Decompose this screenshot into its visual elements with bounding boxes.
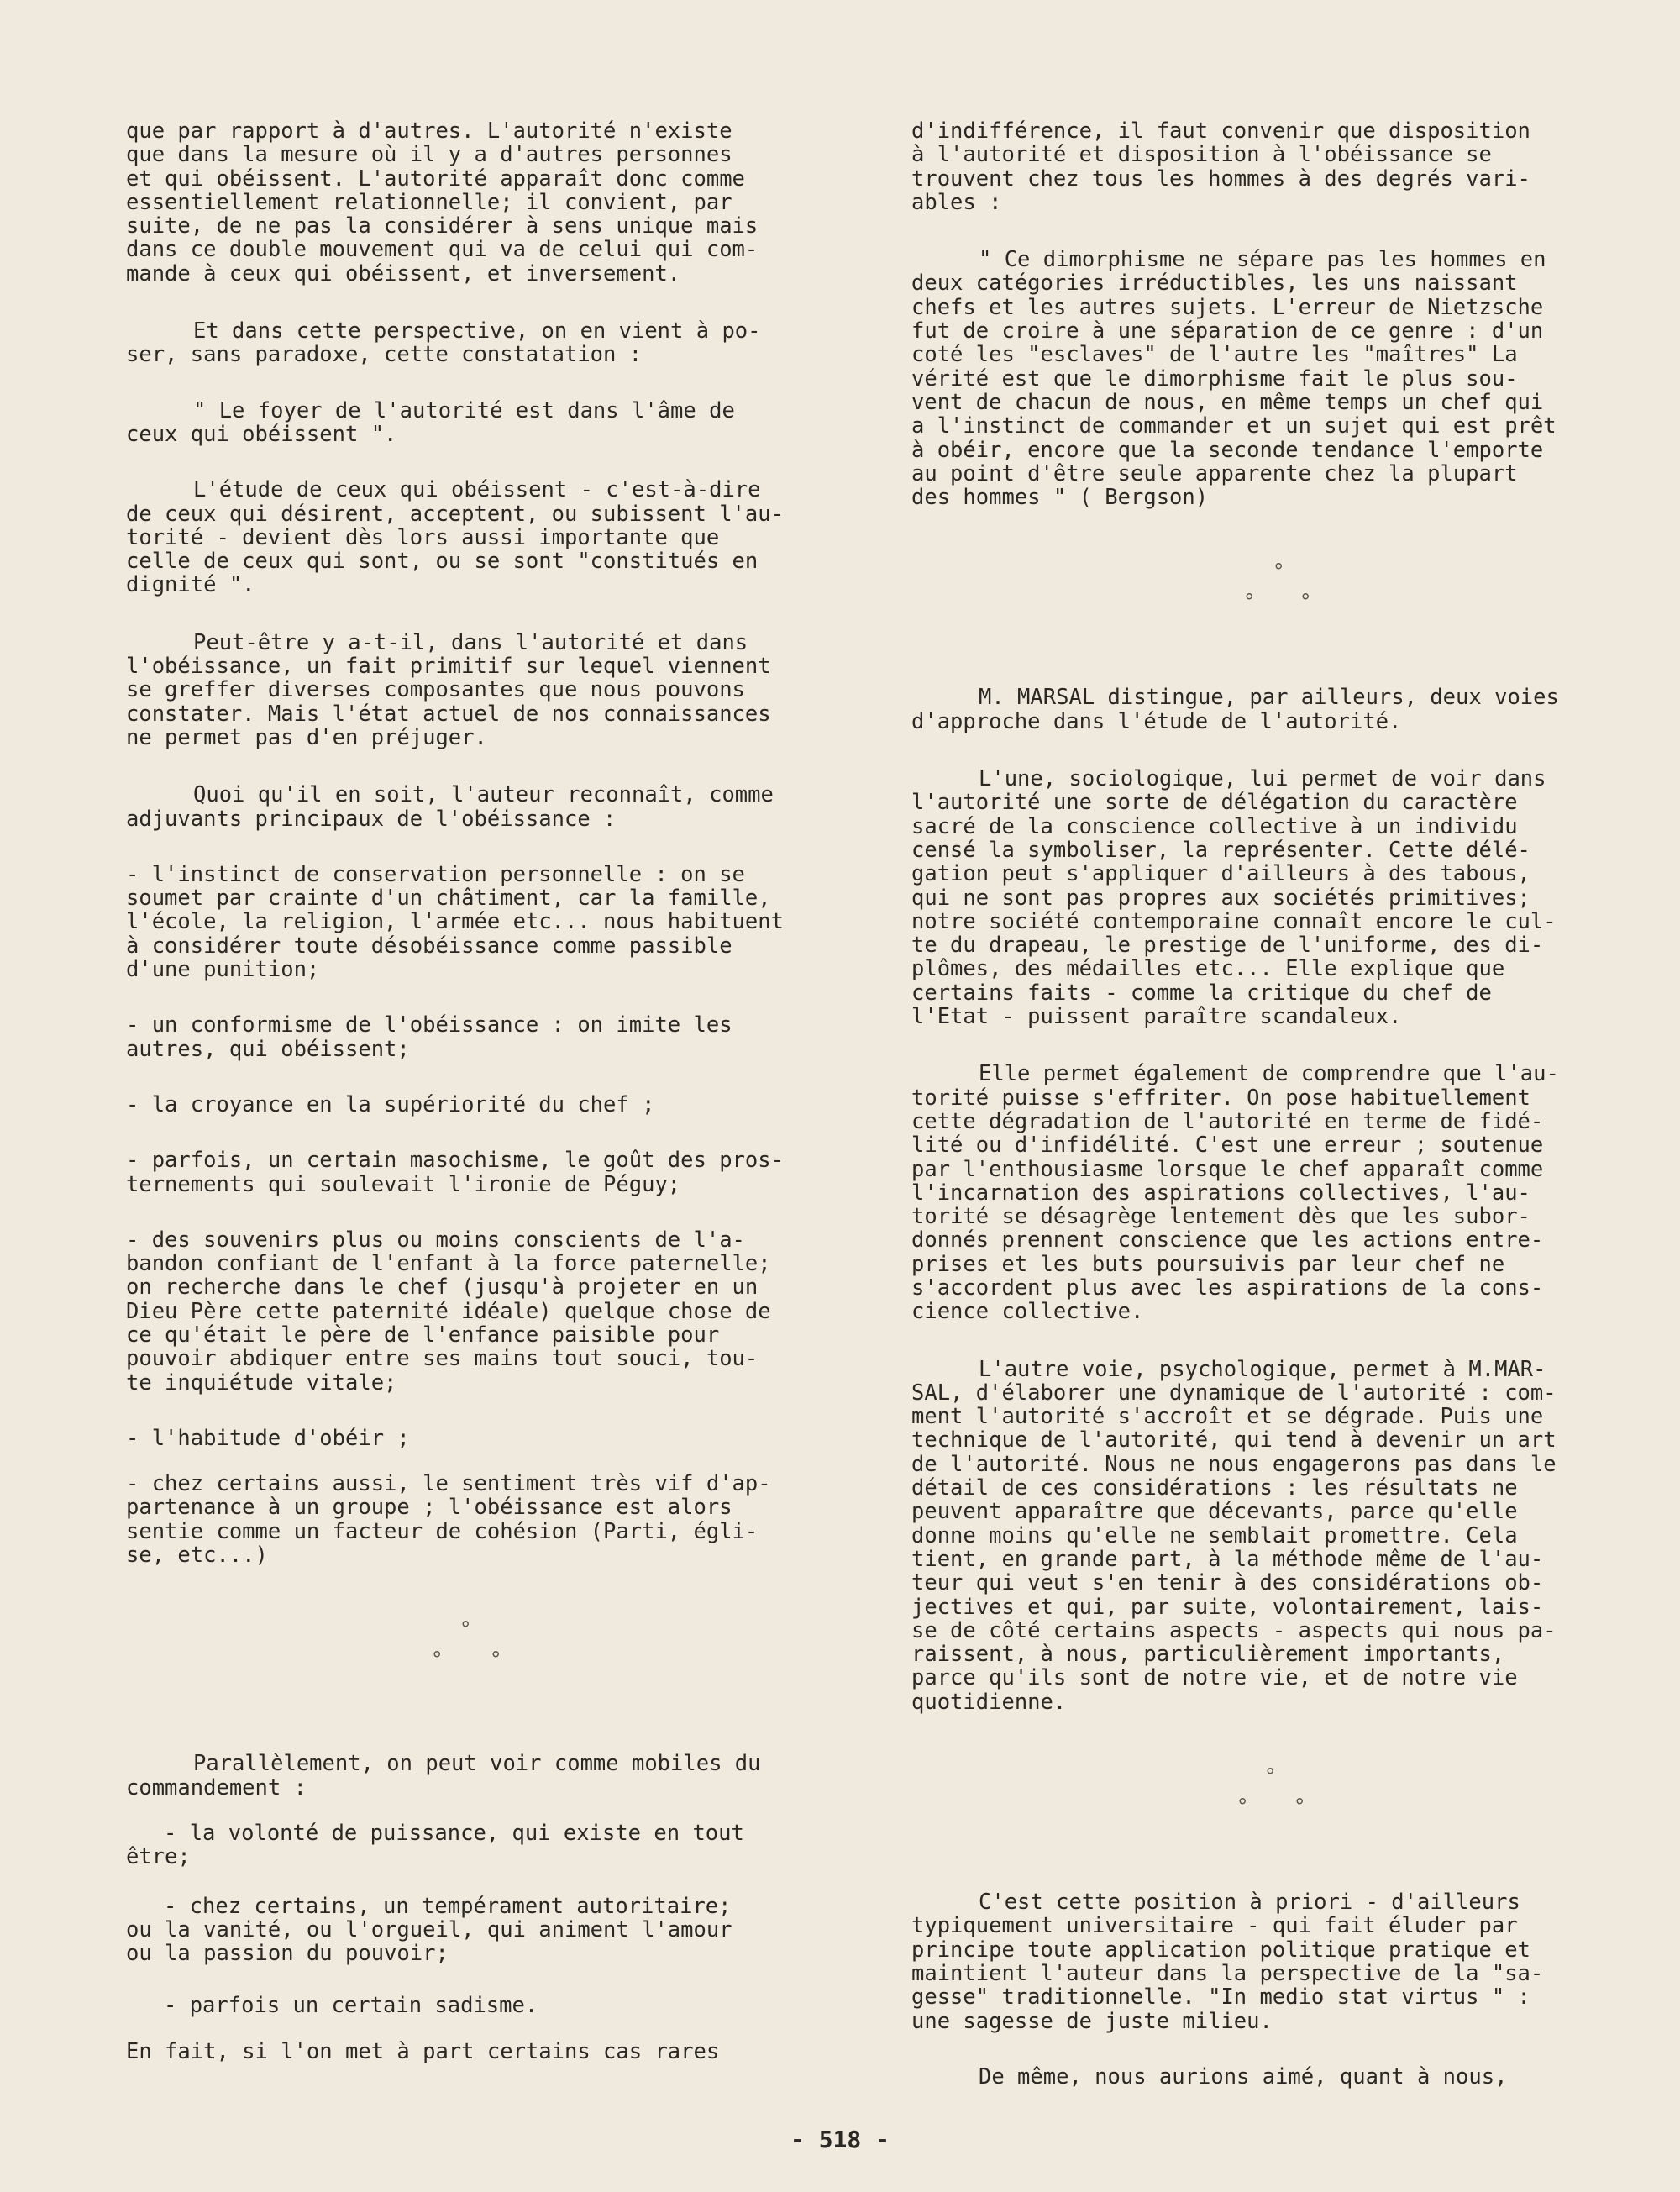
left-column [126,119,848,2097]
list-item: - l'habitude d'obéir ; [126,1425,410,1451]
list-item: - la croyance en la supériorité du chef ; [126,1091,655,1117]
separator-mark: ° [490,1648,502,1672]
list-item: - parfois un certain sadisme. [164,1993,538,2019]
list-item: - un conformisme de l'obéissance : on imite les autres, qui obéissent; [126,1012,732,1062]
paragraph: De même, nous aurions aimé, quant à nous, [979,2063,1508,2089]
paragraph: que par rapport à d'autres. L'autorité n'existe que dans la mesure où il y a d'autres personnes et qui obéissent. L'autorité apparaît donc comme essentiellement relationnelle; il convient, par suite, de ne pas la considérer à sens unique mais dans ce double mouvement qui va de celui qui com- mande à ceux qui obéissent, et inversement. [126,118,759,286]
separator-mark: ° [1273,560,1285,584]
paragraph: L'autre voie, psychologique, permet à M.MAR- SAL, d'élaborer une dynamique de l'autorité : com- ment l'autorité s'accroît et se dégrade. Puis une technique de l'autorité, qui tend à devenir un art de l'autorité. Nous ne nous engagerons pas dans le détail de ces considérations : les résultats ne peuvent apparaître que décevants, parce qu'elle donne moins qu'elle ne semblait promettre. Cela tient, en grande part, à la méthode même de l'au- teur qui veut s'en tenir à des considérations ob- jectives et qui, par suite, volontairement, lais- se de côté certains aspects - aspects qui nous pa- raissent, à nous, particulièrement importants, parce qu'ils sont de notre vie, et de notre vie quotidienne. [911,1356,1557,1715]
page-number: - 518 - [790,2126,890,2153]
paragraph: d'indifférence, il faut convenir que disposition à l'autorité et disposition à l'obéissance se trouvent chez tous les hommes à des degrés vari- ables : [911,118,1530,215]
quotation: " Ce dimorphisme ne sépare pas les hommes en deux catégories irréductibles, les uns naissant chefs et les autres sujets. L'erreur de Nietzsche fut de croire à une séparation de ce genre : d'un coté les "esclaves" de l'autre les "maîtres" La vérité est que le dimorphisme fait le plus sou- vent de chacun de nous, en même temps un chef qui a l'instinct de commander et un sujet qui est prêt à obéir, encore que la seconde tendance l'emporte au point d'être seule apparente chez la plupart des hommes " ( Bergson) [911,247,1557,511]
list-item: - chez certains aussi, le sentiment très vif d'ap- partenance à un groupe ; l'obéissance est alors sentie comme un facteur de cohésion (Parti, égli- se, etc...) [126,1471,771,1569]
list-item: - l'instinct de conservation personnelle : on se soumet par crainte d'un châtiment, car la famille, l'école, la religion, l'armée etc... nous habituent à considérer toute désobéissance comme passible d'une punition; [126,861,784,983]
right-column [911,119,1634,2122]
separator-mark: ° [1299,590,1312,614]
quotation: " Le foyer de l'autorité est dans l'âme de ceux qui obéissent ". [126,397,735,447]
paragraph: L'étude de ceux qui obéissent - c'est-à-dire de ceux qui désirent, acceptent, ou subissent l'au- torité - devient dès lors aussi importante que celle de ceux qui sont, ou se sont "constitués en dignité ". [126,477,784,598]
separator-mark: ° [1236,1795,1249,1819]
paragraph: En fait, si l'on met à part certains cas rares [126,2038,720,2064]
paragraph: Et dans cette perspective, on en vient à po- ser, sans paradoxe, cette constatation : [126,318,761,368]
list-item: - des souvenirs plus ou moins conscients de l'a- bandon confiant de l'enfant à la force paternelle; on recherche dans le chef (jusqu'à projeter en un Dieu Père cette paternité idéale) quelque chose de ce qu'était le père de l'enfance paisible pour pouvoir abdiquer entre ses mains tout souci, tou- te inquiétude vitale; [126,1227,771,1396]
section-separator [126,1617,848,1701]
section-separator [911,1764,1634,1832]
section-separator [911,560,1634,627]
paragraph: C'est cette position à priori - d'ailleurs typiquement universitaire - qui fait éluder par principe toute application politique pratique et maintient l'auteur dans la perspective de la "sa- gesse" traditionnelle. "In medio stat virtus " : une sagesse de juste milieu. [911,1890,1544,2034]
separator-mark: ° [431,1648,444,1672]
list-item: - chez certains, un tempérament autoritaire; ou la vanité, ou l'orgueil, qui animent l'amour ou la passion du pouvoir; [126,1893,732,1967]
separator-mark: ° [459,1617,472,1642]
paragraph: Peut-être y a-t-il, dans l'autorité et dans l'obéissance, un fait primitif sur lequel viennent se greffer diverses composantes que nous pouvons constater. Mais l'état actuel de nos connaissances ne permet pas d'en préjuger. [126,629,771,750]
list-item: - la volonté de puissance, qui existe en tout être; [126,1820,744,1870]
paragraph: Elle permet également de comprendre que l'au- torité puisse s'effriter. On pose habituellement cette dégradation de l'autorité en terme de fidé- lité ou d'infidélité. C'est une erreur ; soutenue par l'enthousiasme lorsque le chef apparaît comme l'incarnation des aspirations collectives, l'au- torité se désagrège lentement dès que les subor- donnés prennent conscience que les actions entre- prises et les buts poursuivis par leur chef ne s'accordent plus avec les aspirations de la cons- cience collective. [911,1061,1559,1325]
separator-mark: ° [1243,590,1256,614]
paragraph: Quoi qu'il en soit, l'auteur reconnaît, comme adjuvants principaux de l'obéissance : [126,782,774,832]
separator-mark: ° [1264,1764,1277,1789]
paragraph: L'une, sociologique, lui permet de voir dans l'autorité une sorte de délégation du caractère sacré de la conscience collective à un individu censé la symboliser, la représenter. Cette délé- gation peut s'appliquer d'ailleurs à des tabous, qui ne sont pas propres aux sociétés primitives; notre société contemporaine connaît encore le cul- te du drapeau, le prestige de l'uniforme, des di- plômes, des médailles etc... Elle explique que certains faits - comme la critique du chef de l'Etat - puissent paraître scandaleux. [911,766,1557,1030]
paragraph: M. MARSAL distingue, par ailleurs, deux voies d'approche dans l'étude de l'autorité. [911,685,1559,734]
list-item: - parfois, un certain masochisme, le goût des pros- ternements qui soulevait l'ironie de Péguy; [126,1148,784,1197]
paragraph: Parallèlement, on peut voir comme mobiles du commandement : [126,1751,761,1800]
separator-mark: ° [1294,1795,1306,1819]
